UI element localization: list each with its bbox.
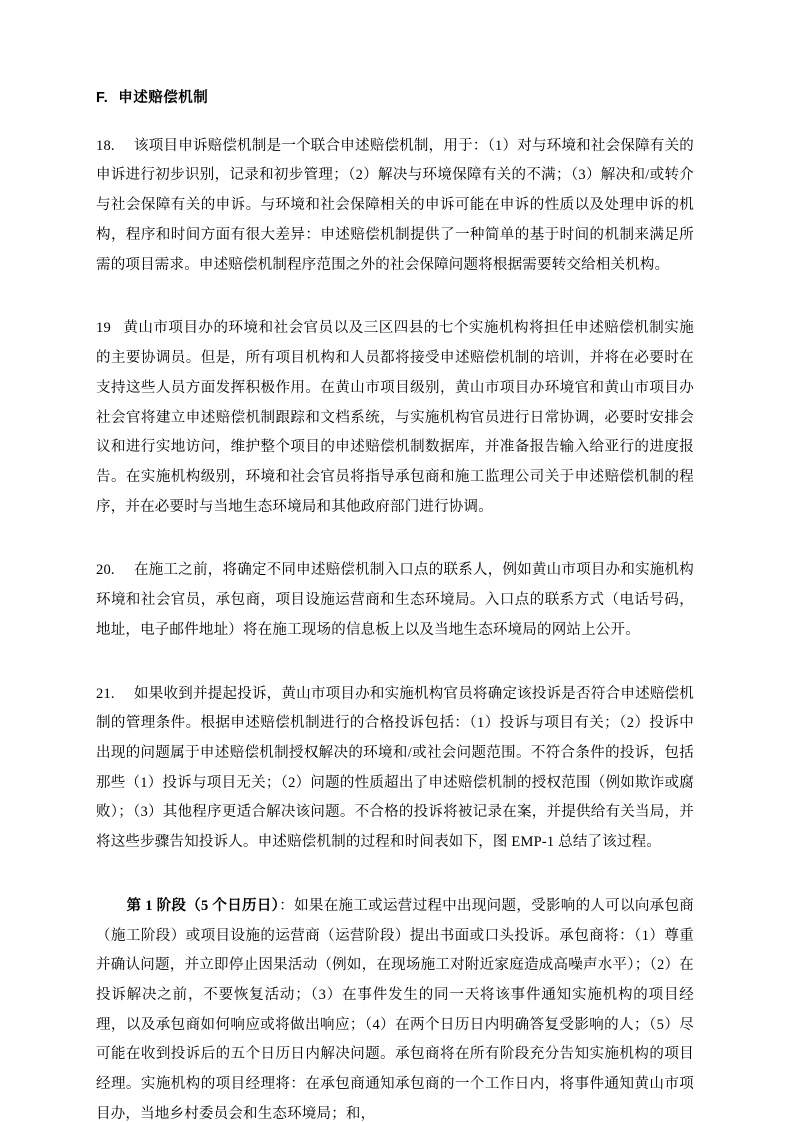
- section-heading-label: F.: [96, 90, 109, 106]
- stage-1-text: ：如果在施工或运营过程中出现问题，受影响的人可以向承包商（施工阶段）或项目设施的运营商（运营阶段）提出书面或口头投诉。承包商将：（1）尊重并确认问题，并立即停止因果活动（例如，在现场施工对附近家庭造成高噪声水平）；（2）在投诉解决之前，不要恢复活动；（3）在事件发生的同一天将该事件通知实施机构的项目经理，以及承包商如何响应或将做出响应；（4）在两个日历日内明确答复受影响的人；（5）尽可能在收到投诉后的五个日历日内解决问题。承包商将在所有阶段充分告知实施机构的项目经理。实施机构的项目经理将：在承包商通知承包商的一个工作日内，将事件通知黄山市项目办，当地乡村委员会和生态环境局；和，: [96, 897, 694, 1122]
- paragraph-21: [96, 680, 694, 858]
- paragraph-number-20: 20.: [96, 562, 115, 579]
- section-heading: [96, 88, 694, 110]
- paragraph-text-19: 黄山市项目办的环境和社会官员以及三区四县的七个实施机构将担任申述赔偿机制实施的主要协调员。但是，所有项目机构和人员都将接受申述赔偿机制的培训，并将在必要时在支持这些人员方面发挥积极作用。在黄山市项目级别，黄山市项目办环境官和黄山市项目办社会官将建立申述赔偿机制跟踪和文档系统，与实施机构官员进行日常协调，必要时安排会议和进行实地访问，维护整个项目的申述赔偿机制数据库，并准备报告输入给亚行的进度报告。在实施机构级别，环境和社会官员将指导承包商和施工监理公司关于申述赔偿机制的程序，并在必要时与当地生态环境局和其他政府部门进行协调。: [96, 320, 694, 515]
- paragraph-number-18: 18.: [96, 137, 115, 154]
- paragraph-number-19: 19: [96, 320, 111, 337]
- section-heading-title: 申述赔偿机制: [118, 90, 209, 106]
- paragraph-number-21: 21.: [96, 685, 115, 702]
- paragraph-text-21: 如果收到并提起投诉，黄山市项目办和实施机构官员将确定该投诉是否符合申述赔偿机制的管理条件。根据申述赔偿机制进行的合格投诉包括：（1）投诉与项目有关；（2）投诉中出现的问题属于申述赔偿机制授权解决的环境和/或社会问题范围。不符合条件的投诉，包括那些（1）投诉与项目无关；（2）问题的性质超出了申述赔偿机制的授权范围（例如欺诈或腐败）；（3）其他程序更适合解决该问题。不合格的投诉将被记录在案，并提供给有关当局，并将这些步骤告知投诉人。申述赔偿机制的过程和时间表如下，图 EMP-1 总结了该过程。: [96, 685, 694, 851]
- paragraph-19: [96, 314, 694, 522]
- paragraph-18: [96, 132, 694, 281]
- paragraph-text-20: 在施工之前，将确定不同申述赔偿机制入口点的联系人，例如黄山市项目办和实施机构环境和社会官员，承包商，项目设施运营商和生态环境局。入口点的联系方式（电话号码，地址，电子邮件地址）将在施工现场的信息板上以及当地生态环境局的网站上公开。: [96, 562, 694, 638]
- paragraph-20: [96, 556, 694, 645]
- document-body: [96, 88, 694, 1122]
- paragraph-stage-1: [96, 892, 694, 1122]
- paragraph-text-18: 该项目申诉赔偿机制是一个联合申述赔偿机制，用于：（1）对与环境和社会保障有关的申诉进行初步识别，记录和初步管理；（2）解决与环境保障有关的不满；（3）解决和/或转介与社会保障有关的申诉。与环境和社会保障相关的申诉可能在申诉的性质以及处理申诉的机构，程序和时间方面有很大差异：申述赔偿机制提供了一种简单的基于时间的机制来满足所需的项目需求。申述赔偿机制程序范围之外的社会保障问题将根据需要转交给相关机构。: [96, 137, 694, 273]
- stage-1-lead: 第 1 阶段（5 个日历日）: [126, 897, 280, 914]
